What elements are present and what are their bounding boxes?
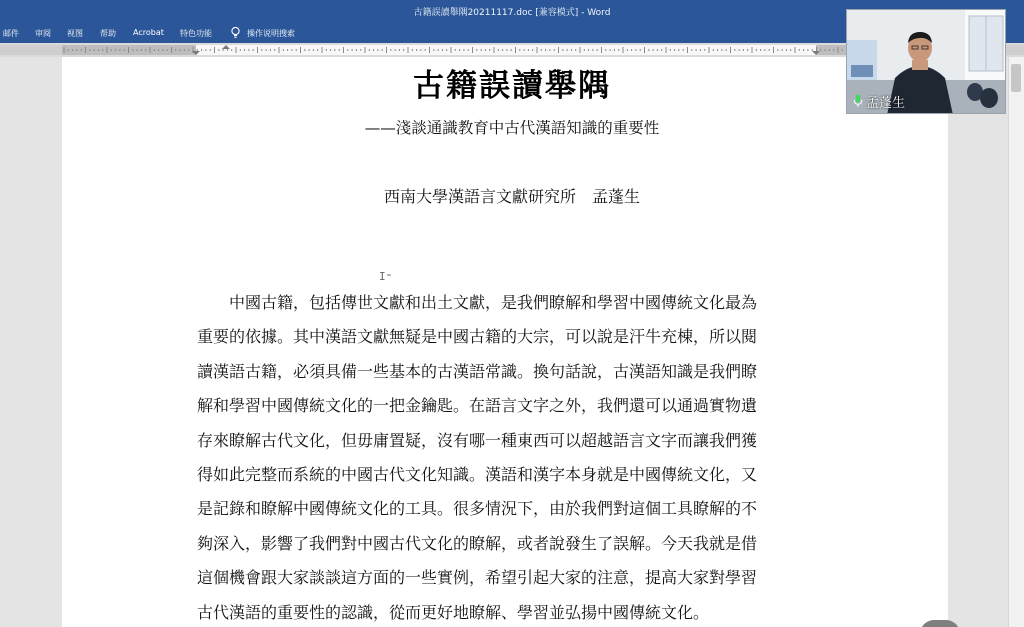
participant-name: 孟蓬生 [866, 95, 906, 111]
menu-acrobat[interactable]: Acrobat [133, 28, 164, 37]
menu-review[interactable]: 审阅 [35, 29, 51, 38]
body-line: 夠深入，影響了我們對中國古代文化的瞭解，或者說發生了誤解。今天我就是借 [197, 533, 758, 553]
document-subtitle: ——淺談通識教育中古代漢語知識的重要性 [364, 119, 660, 137]
tell-me-search[interactable]: 操作说明搜索 [247, 29, 295, 38]
body-line: 重要的依據。其中漢語文獻無疑是中國古籍的大宗，可以說是汗牛充棟，所以閱 [197, 327, 758, 347]
body-line: 解和學習中國傳統文化的一把金鑰匙。在語言文字之外，我們還可以通過實物遺 [197, 396, 758, 416]
menu-special-features[interactable]: 特色功能 [180, 29, 212, 38]
menu-help[interactable]: 帮助 [100, 29, 116, 38]
body-line: 是記錄和瞭解中國傳統文化的工具。很多情況下，由於我們對這個工具瞭解的不 [197, 499, 758, 519]
window-title: 古籍誤讀舉隅20211117.doc [兼容模式] - Word [413, 8, 611, 18]
body-line: 中國古籍，包括傳世文獻和出土文獻，是我們瞭解和學習中國傳統文化最為 [229, 293, 758, 312]
participant-video-tile[interactable] [846, 9, 1006, 114]
text-cursor-icon: I⁼ [379, 270, 393, 283]
menu-mailings[interactable]: 邮件 [3, 29, 19, 38]
document-author: 西南大學漢語言文獻研究所 孟蓬生 [383, 187, 640, 206]
body-paragraph[interactable] [197, 286, 827, 627]
body-line: 讀漢語古籍，必須具備一些基本的古漢語常識。換句話說，古漢語知識是我們瞭 [197, 361, 758, 381]
lightbulb-icon[interactable] [229, 26, 242, 39]
body-line: 得如此完整而系統的中國古代文化知識。漢語和漢字本身就是中國傳統文化，又 [197, 464, 758, 484]
participant-name-label [853, 92, 905, 110]
menu-view[interactable]: 视图 [67, 29, 83, 38]
body-line: 存來瞭解古代文化，但毋庸置疑，沒有哪一種東西可以超越語言文字而讓我們獲 [197, 430, 758, 450]
document-title: 古籍誤讀舉隅 [413, 68, 611, 104]
vertical-scrollbar[interactable] [1008, 57, 1024, 627]
microphone-icon[interactable] [853, 94, 863, 108]
body-line: 這個機會跟大家談談這方面的一些實例，希望引起大家的注意，提高大家對學習 [197, 568, 758, 588]
body-line: 古代漢語的重要性的認識，從而更好地瞭解、學習並弘揚中國傳統文化。 [197, 602, 710, 622]
scrollbar-thumb[interactable] [1011, 64, 1021, 92]
